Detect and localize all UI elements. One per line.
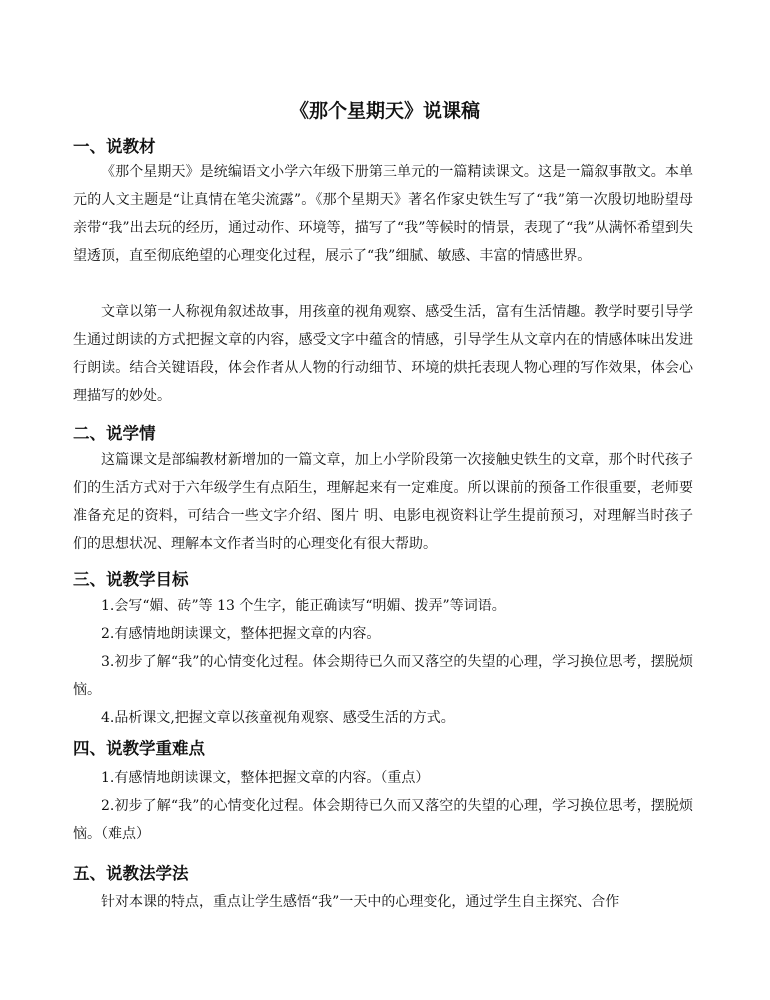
paragraph: 文章以第一人称视角叙述故事，用孩童的视角观察、感受生活，富有生活情趣。教学时要引导学生通过朗读的方式把握文章的内容，感受文字中蕴含的情感，引导学生从文章内在的情感体味出发进行朗读。结合关键语段，体会作者从人物的行动细节、环境的烘托表现人物心理的写作效果，体会心理描写的妙处。 — [73, 304, 693, 404]
list-item: 1.会写“媚、砖”等 13 个生字，能正确读写“明媚、拨弄”等词语。 — [101, 598, 506, 614]
paragraph: 《那个星期天》是统编语文小学六年级下册第三单元的一篇精读课文。这是一篇叙事散文。本单元的人文主题是“让真情在笔尖流露”。《那个星期天》著名作家史铁生写了“我”第一次殷切地盼望母亲带“我”出去玩的经历，通过动作、环境等，描写了“我”等候时的情景，表现了“我”从满怀希望到失望透顶，直至彻底绝望的心理变化过程，展示了“我”细腻、敏感、丰富的情感世界。 — [73, 164, 693, 264]
section-heading-key-points: 四、说教学重难点 — [73, 739, 205, 758]
list-item: 1.有感情地朗读课文，整体把握文章的内容。（重点） — [101, 770, 430, 786]
list-item: 4.品析课文,把握文章以孩童视角观察、感受生活的方式。 — [101, 710, 455, 726]
section-heading-students: 二、说学情 — [73, 424, 156, 443]
list-item: 3.初步了解“我”的心情变化过程。体会期待已久而又落空的失望的心理，学习换位思考，摆脱烦恼。 — [73, 654, 693, 698]
section-heading-objectives: 三、说教学目标 — [73, 570, 189, 589]
list-item: 2.有感情地朗读课文，整体把握文章的内容。 — [101, 626, 381, 642]
document-title: 《那个星期天》说课稿 — [289, 100, 480, 122]
section-heading-textbook: 一、说教材 — [73, 137, 156, 156]
paragraph: 针对本课的特点，重点让学生感悟“我”一天中的心理变化，通过学生自主探究、合作 — [101, 894, 620, 910]
paragraph: 这篇课文是部编教材新增加的一篇文章，加上小学阶段第一次接触史铁生的文章，那个时代孩子们的生活方式对于六年级学生有点陌生，理解起来有一定难度。所以课前的预备工作很重要，老师要准备充足的资料，可结合一些文字介绍、图片 明、电影电视资料让学生提前预习，对理解当时孩子们的思想状况、理解本文作者当时的心理变化有很大帮助。 — [73, 452, 693, 552]
list-item: 2.初步了解“我”的心情变化过程。体会期待已久而又落空的失望的心理，学习换位思考，摆脱烦恼。（难点） — [73, 798, 693, 842]
section-heading-methods: 五、说教法学法 — [73, 864, 189, 883]
